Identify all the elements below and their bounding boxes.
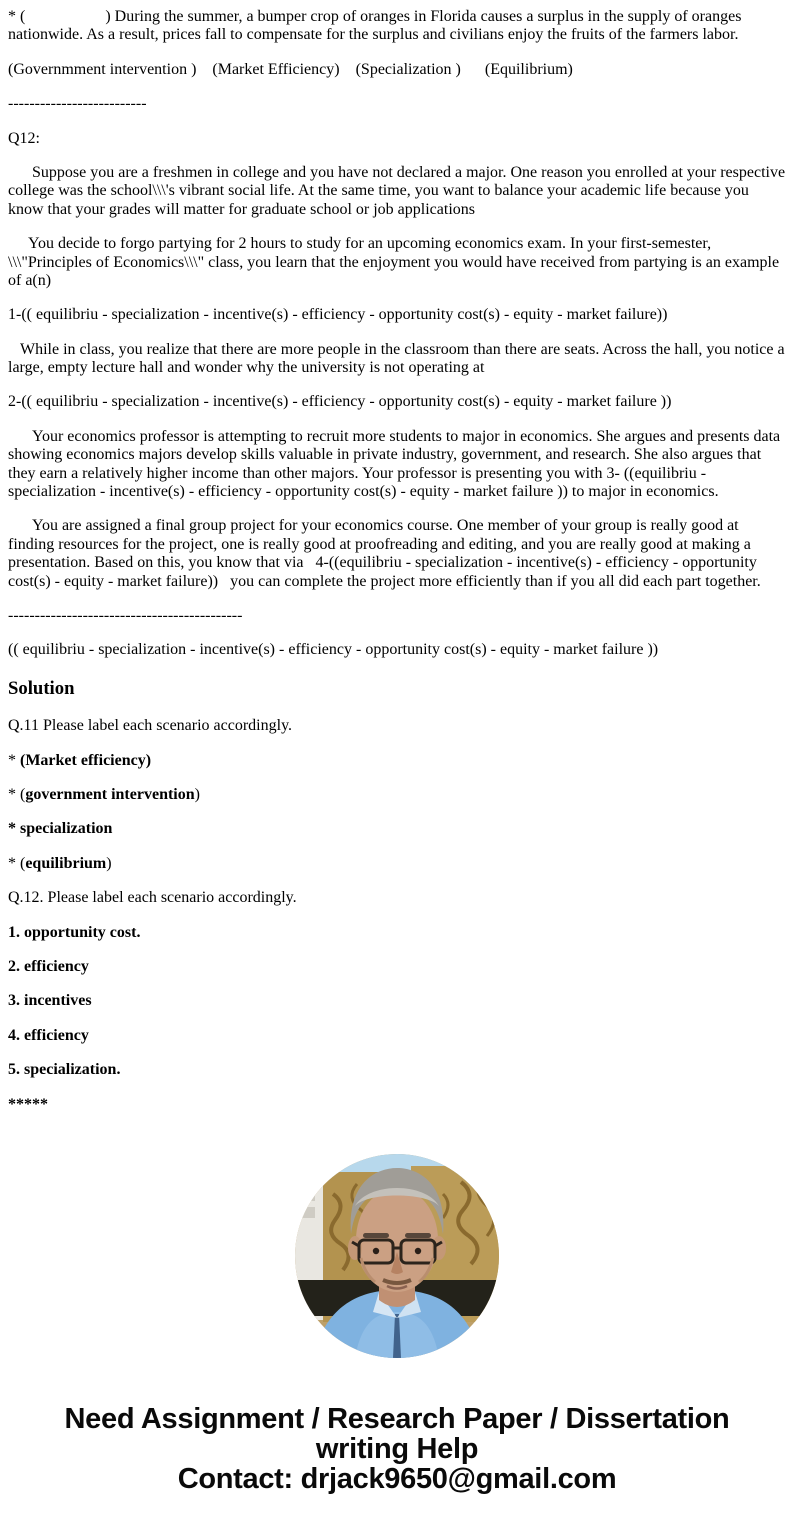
answer-2: 2. efficiency bbox=[8, 958, 89, 975]
q12-paragraph-professor: Your economics professor is attempting to recruit more students to major in economics. She argues and presents data showing economics majors develop skills valuable in private industry, government, and research. She also argues that they earn a relatively higher income than other majors. Your professor is presenting you with 3- ((equilibriu - specialization - incentive(s) - efficiency - opportunity cost(s) - equity - market failure )) to major in economics. bbox=[8, 427, 785, 501]
bullet-answer: * specialization bbox=[8, 820, 113, 838]
divider-short: -------------------------- bbox=[8, 95, 147, 113]
advert-line-2: writing Help bbox=[315, 1432, 479, 1465]
q12-paragraph-group: You are assigned a final group project for your economics course. One member of your group is really good at finding resources for the project, one is really good at proofreading and editing, and you are really good at making a presentation. Based on this, you know that via 4-((equilibriu - specialization - incentive(s) - efficiency - opportunity cost(s) - equity - market failure)) you can complete the project more efficiently than if you all did each part together. bbox=[8, 517, 761, 590]
q12-paragraph-decide: You decide to forgo partying for 2 hours to study for an upcoming economics exam. In your first-semester, \\\"Principles of Economics\\\" class, you learn that the enjoyment you would have received from partying is an example of a(n) bbox=[8, 235, 784, 289]
q12-option-general: (( equilibriu - specialization - incentive(s) - efficiency - opportunity cost(s) - equity - market failure )) bbox=[8, 641, 659, 659]
q12-paragraph-while: While in class, you realize that there are more people in the classroom than there are seats. Across the hall, you notice a large, empty lecture hall and wonder why the university is not operating at bbox=[8, 340, 789, 377]
bullet-prefix: * ( bbox=[8, 854, 26, 872]
q11-instruction: Q.11 Please label each scenario accordingly. bbox=[8, 717, 293, 735]
q12-title: Q12: bbox=[8, 129, 40, 147]
bullet-answer: equilibrium bbox=[25, 854, 107, 872]
answer-3: 3. incentives bbox=[8, 992, 92, 1010]
answer-1: 1. opportunity cost. bbox=[8, 923, 141, 941]
q12-option-2: 2-(( equilibriu - specialization - incentive(s) - efficiency - opportunity cost(s) - equity - market failure )) bbox=[8, 393, 672, 411]
answer-5: 5. specialization. bbox=[8, 1061, 121, 1079]
q12-instruction: Q.12. Please label each scenario accordingly. bbox=[8, 889, 297, 907]
solution-heading: Solution bbox=[8, 677, 75, 699]
stars-separator: ***** bbox=[8, 1095, 48, 1113]
scenario-paragraph: * ( ) During the summer, a bumper crop of oranges in Florida causes a surplus in the supply of oranges nationwide. As a result, prices fall to compensate for the surplus and civilians enjoy the fruits of the farmers labor. bbox=[8, 8, 746, 44]
bullet-suffix: ) bbox=[106, 854, 112, 872]
q12-paragraph-suppose: Suppose you are a freshmen in college and you have not declared a major. One reason you enrolled at your respective college was the school\\\'s vibrant social life. At the same time, you want to balance your academic life because you know that your grades will matter for graduate school or job applications bbox=[8, 163, 790, 218]
tutor-photo-illustration bbox=[295, 1154, 499, 1358]
answer-4: 4. efficiency bbox=[8, 1026, 89, 1044]
tutor-photo bbox=[295, 1154, 499, 1358]
bullet-prefix: * ( bbox=[8, 786, 26, 804]
bullet-answer: (Market efficiency) bbox=[20, 751, 152, 769]
solution-bullet-specialization bbox=[8, 820, 786, 838]
advert-banner bbox=[8, 1404, 786, 1494]
advert-contact-email: Contact: drjack9650@gmail.com bbox=[177, 1462, 617, 1495]
bullet-prefix: * bbox=[8, 751, 20, 769]
bullet-answer: government intervention bbox=[25, 786, 195, 804]
q12-option-1: 1-(( equilibriu - specialization - incentive(s) - efficiency - opportunity cost(s) - equity - market failure)) bbox=[8, 306, 668, 324]
advert-line-1: Need Assignment / Research Paper / Dissertation bbox=[64, 1402, 730, 1435]
options-line: (Governmment intervention ) (Market Efficiency) (Specialization ) (Equilibrium) bbox=[8, 60, 573, 78]
solution-bullet-government-intervention bbox=[8, 786, 786, 804]
bullet-suffix: ) bbox=[194, 786, 200, 804]
solution-bullet-market-efficiency bbox=[8, 752, 786, 770]
divider-long: -------------------------------------------- bbox=[8, 606, 243, 624]
solution-bullet-equilibrium bbox=[8, 855, 786, 873]
